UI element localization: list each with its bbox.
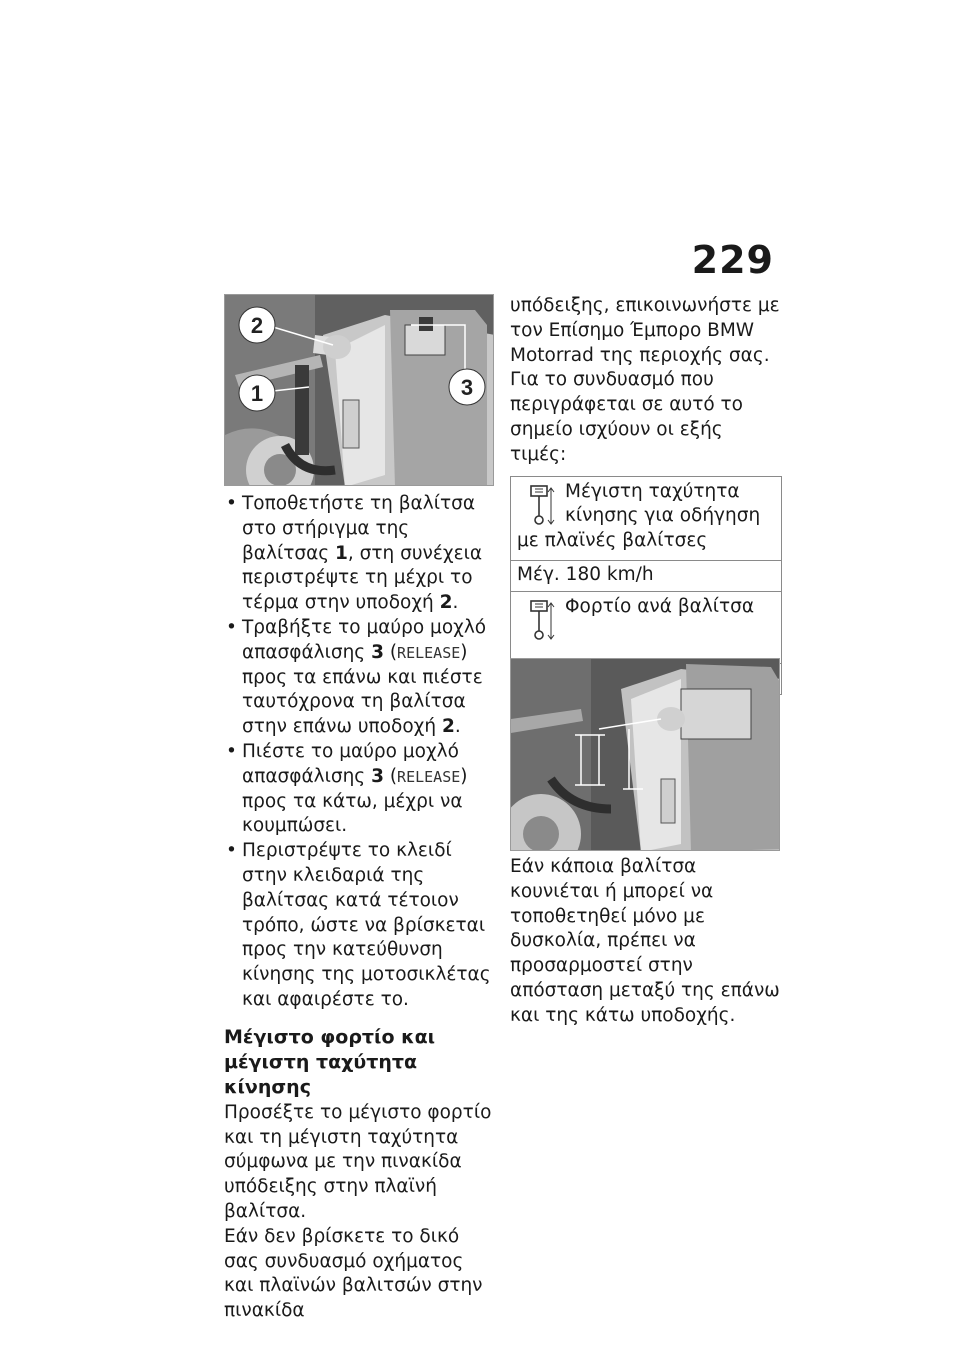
- step-text: .: [454, 716, 461, 738]
- step-text: ) προς τα επάνω και πιέστε ταυτόχρονα τη βαλίτσα στην επάνω υποδοχή: [242, 641, 483, 738]
- step-text: (: [383, 641, 398, 663]
- step-text: Πιέστε το μαύρο μοχλό απασφάλισης: [242, 740, 459, 787]
- mounting-step: [224, 839, 496, 1013]
- control-label: RELEASE: [397, 767, 461, 786]
- page-number: 229: [691, 238, 774, 282]
- spec-max-speed-header: [511, 477, 781, 561]
- spec-max-speed-value: Μέγ. 180 km/h: [517, 563, 654, 585]
- load-gauge-icon: [525, 599, 555, 641]
- pannier-adjustment-illustration: [511, 659, 780, 851]
- pannier-adjustment-figure: [510, 658, 780, 851]
- reference-number: 2: [441, 716, 455, 738]
- step-text: Τοποθετήστε τη βαλίτσα στο στήριγμα της βαλίτσας: [242, 493, 476, 564]
- step-text: (: [383, 765, 398, 787]
- callout-2: 2: [250, 313, 264, 338]
- mounting-step: [224, 492, 496, 616]
- spec-max-speed-title: Μέγιστη ταχύτητα κίνησης για οδήγηση με πλαϊνές βαλίτσες: [517, 480, 761, 552]
- mounting-step: [224, 616, 496, 740]
- max-load-paragraph-3: Για το συνδυασμό που περιγράφεται σε αυτό το σημείο ισχύουν οι εξής τιμές:: [510, 369, 744, 465]
- load-gauge-icon: [525, 484, 555, 526]
- max-load-paragraph-2: Εάν δεν βρίσκετε το δικό σας συνδυασμό οχήματος και πλαϊνών βαλιτσών στην πινακίδα: [224, 1225, 483, 1322]
- spec-load-per-case-header: [511, 592, 781, 664]
- firm-mount-paragraph: Εάν κάποια βαλίτσα κουνιέται ή μπορεί να τοποθετηθεί μόνο με δυσκολία, πρέπει να προσαρμοστεί στην απόσταση μεταξύ της επάνω και της κάτω υποδοχής.: [510, 856, 780, 1026]
- max-load-paragraph-2-continued: υπόδειξης, επικοινωνήστε με τον Επίσημο Έμπορο BMW Motorrad της περιοχής σας.: [510, 295, 780, 366]
- mounting-step: [224, 740, 496, 839]
- pannier-mounting-figure: [224, 294, 494, 486]
- reference-number: 3: [371, 641, 384, 663]
- callout-1: 1: [250, 381, 264, 406]
- step-text: Τραβήξτε το μαύρο μοχλό απασφάλισης: [242, 616, 487, 663]
- step-text: .: [452, 592, 459, 614]
- step-text: , στη συνέχεια περιστρέψτε τη μέχρι το τέρμα στην υποδοχή: [242, 542, 483, 614]
- firm-mount-text-block: [510, 855, 782, 1029]
- step-text: Περιστρέψτε το κλειδί στην κλειδαριά της βαλίτσας κατά τέτοιον τρόπο, ώστε να βρίσκεται προς την κατεύθυνση κίνησης της μοτοσικλέτας και αφαιρέστε το.: [242, 840, 491, 1010]
- reference-number: 2: [439, 592, 453, 614]
- reference-number: 1: [335, 542, 348, 564]
- max-load-heading: Μέγιστο φορτίο και μέγιστη ταχύτητα κίνησης: [224, 1025, 436, 1098]
- spec-load-per-case-title: Φορτίο ανά βαλίτσα: [565, 595, 755, 617]
- pannier-mounting-illustration: [225, 295, 494, 486]
- max-load-paragraph-1: Προσέξτε το μέγιστο φορτίο και τη μέγιστη ταχύτητα σύμφωνα με την πινακίδα υπόδειξης στην πλαϊνή βαλίτσα.: [224, 1101, 492, 1222]
- spec-max-speed: [510, 476, 782, 592]
- callout-3: 3: [460, 375, 474, 400]
- step-text: ) προς τα κάτω, μέχρι να κουμπώσει.: [242, 765, 468, 837]
- control-label: RELEASE: [397, 643, 461, 662]
- reference-number: 3: [371, 765, 384, 787]
- mounting-steps-list: [224, 492, 496, 1013]
- left-column: [224, 492, 496, 1324]
